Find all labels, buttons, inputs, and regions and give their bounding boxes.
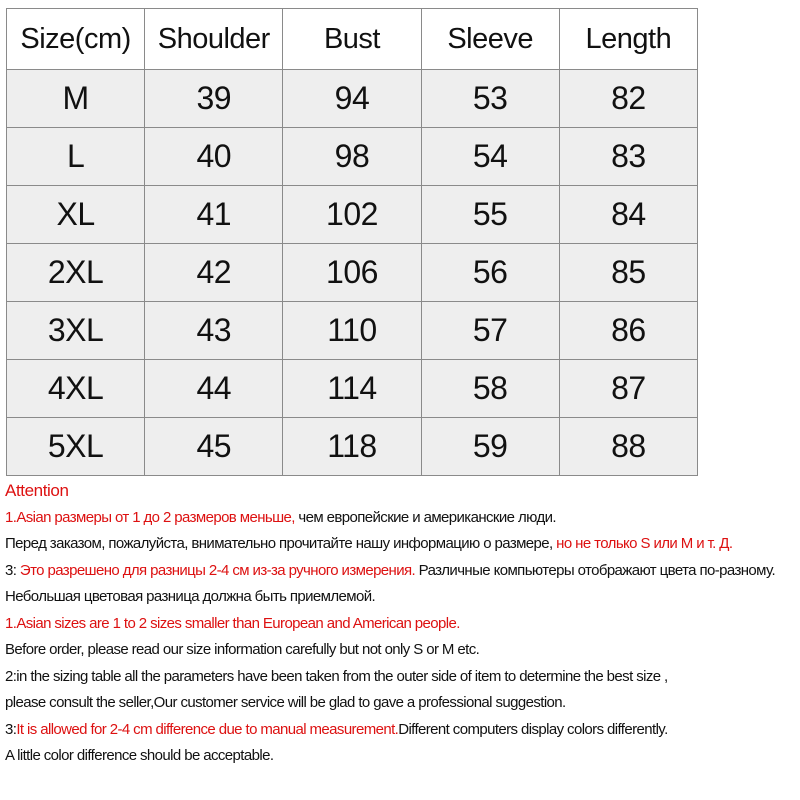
note-en-line-1 bbox=[5, 611, 797, 638]
table-cell: 45 bbox=[145, 418, 283, 476]
note-en-line-5 bbox=[5, 717, 797, 744]
size-notes bbox=[5, 478, 797, 770]
table-cell: 94 bbox=[283, 70, 421, 128]
table-cell: 82 bbox=[559, 70, 697, 128]
table-cell: 84 bbox=[559, 186, 697, 244]
table-cell: 87 bbox=[559, 360, 697, 418]
table-row bbox=[7, 302, 698, 360]
note-number: 3: bbox=[5, 720, 17, 738]
table-cell: 118 bbox=[283, 418, 421, 476]
note-highlight: It is allowed for 2-4 cm difference due to manual measurement. bbox=[16, 720, 399, 738]
note-highlight: Asian размеры от 1 до 2 размеров меньше, bbox=[16, 508, 295, 526]
header-length: Length bbox=[559, 9, 697, 70]
note-text: Different computers display colors differently. bbox=[398, 720, 668, 738]
table-cell: 40 bbox=[145, 128, 283, 186]
table-cell: 44 bbox=[145, 360, 283, 418]
table-header-row bbox=[7, 9, 698, 70]
note-ru-line-2 bbox=[5, 531, 797, 558]
table-row bbox=[7, 186, 698, 244]
note-highlight: Asian sizes are 1 to 2 sizes smaller than European and American people. bbox=[16, 614, 460, 632]
attention-heading: Attention bbox=[5, 481, 69, 500]
table-cell: 57 bbox=[421, 302, 559, 360]
table-cell: 42 bbox=[145, 244, 283, 302]
note-en-line-6: A little color difference should be acceptable. bbox=[5, 747, 274, 764]
table-cell: L bbox=[7, 128, 145, 186]
table-row bbox=[7, 360, 698, 418]
header-bust: Bust bbox=[283, 9, 421, 70]
table-cell: XL bbox=[7, 186, 145, 244]
table-cell: 39 bbox=[145, 70, 283, 128]
table-cell: M bbox=[7, 70, 145, 128]
table-cell: 41 bbox=[145, 186, 283, 244]
table-cell: 102 bbox=[283, 186, 421, 244]
table-cell: 58 bbox=[421, 360, 559, 418]
table-cell: 88 bbox=[559, 418, 697, 476]
note-en-line-3: 2:in the sizing table all the parameters have been taken from the outer side of item to determine the best size , bbox=[5, 667, 668, 685]
table-row bbox=[7, 128, 698, 186]
note-text: чем европейские и американские люди. bbox=[294, 508, 556, 526]
header-shoulder: Shoulder bbox=[145, 9, 283, 70]
table-row bbox=[7, 418, 698, 476]
table-cell: 55 bbox=[421, 186, 559, 244]
table-cell: 85 bbox=[559, 244, 697, 302]
table-cell: 5XL bbox=[7, 418, 145, 476]
note-en-line-2: Before order, please read our size information carefully but not only S or M etc. bbox=[5, 641, 480, 658]
note-highlight: но не только S или M и т. Д. bbox=[552, 535, 733, 552]
table-cell: 3XL bbox=[7, 302, 145, 360]
header-sleeve: Sleeve bbox=[421, 9, 559, 70]
note-number: 1. bbox=[5, 614, 17, 632]
table-cell: 98 bbox=[283, 128, 421, 186]
header-size: Size(cm) bbox=[7, 9, 145, 70]
table-cell: 106 bbox=[283, 244, 421, 302]
note-number: 3: bbox=[5, 561, 20, 579]
table-cell: 110 bbox=[283, 302, 421, 360]
table-cell: 56 bbox=[421, 244, 559, 302]
table-cell: 4XL bbox=[7, 360, 145, 418]
table-cell: 2XL bbox=[7, 244, 145, 302]
note-ru-line-4: Небольшая цветовая разница должна быть приемлемой. bbox=[5, 588, 376, 605]
note-text: Различные компьютеры отображают цвета по-разному. bbox=[415, 561, 776, 579]
size-chart-table bbox=[6, 8, 698, 476]
table-cell: 114 bbox=[283, 360, 421, 418]
note-number: 1. bbox=[5, 508, 17, 526]
table-cell: 43 bbox=[145, 302, 283, 360]
note-highlight: Это разрешено для разницы 2-4 см из-за ручного измерения. bbox=[19, 561, 416, 579]
table-cell: 86 bbox=[559, 302, 697, 360]
table-row bbox=[7, 244, 698, 302]
table-cell: 59 bbox=[421, 418, 559, 476]
table-cell: 54 bbox=[421, 128, 559, 186]
table-cell: 53 bbox=[421, 70, 559, 128]
note-ru-line-3 bbox=[5, 558, 797, 585]
note-ru-line-1 bbox=[5, 505, 797, 532]
note-text: Перед заказом, пожалуйста, внимательно прочитайте нашу информацию о размере, bbox=[5, 535, 553, 552]
table-cell: 83 bbox=[559, 128, 697, 186]
note-en-line-4: please consult the seller,Our customer service will be glad to gave a professional suggestion. bbox=[5, 694, 566, 711]
table-row bbox=[7, 70, 698, 128]
